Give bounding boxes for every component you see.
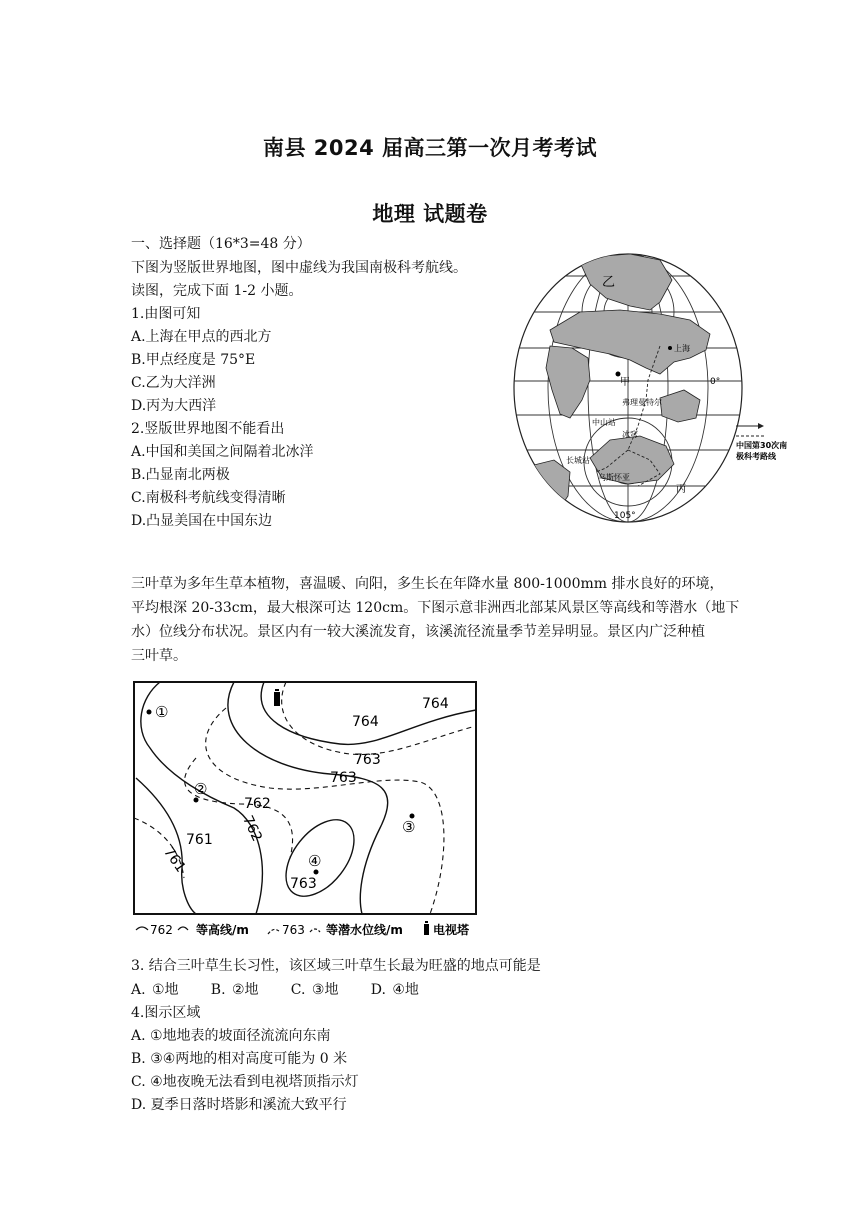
legend-contour-sample-right	[178, 927, 188, 930]
point-1-dot	[147, 710, 152, 715]
q1-option-a: A.上海在甲点的西北方	[131, 329, 272, 345]
q4-option-b: B. ③④两地的相对高度可能为 0 米	[131, 1051, 348, 1067]
label-bing: 丙	[676, 484, 686, 495]
q4-stem: 4.图示区域	[131, 1005, 201, 1021]
contour-label-761-b: 761	[160, 844, 189, 876]
exam-subtitle: 地理 试题卷	[372, 202, 488, 226]
point-2-dot	[194, 798, 199, 803]
legend-water-text: 等潜水位线/m	[326, 923, 403, 937]
q3-stem: 3. 结合三叶草生长习性，该区域三叶草生长最为旺盛的地点可能是	[131, 958, 541, 974]
contour-label-763-a: 763	[354, 752, 381, 768]
point-4-dot	[314, 870, 319, 875]
intro-line-2: 读图，完成下面 1-2 小题。	[131, 283, 303, 299]
jia-point	[616, 372, 621, 377]
q2-option-d: D.凸显美国在中国东边	[131, 513, 273, 529]
contour-label-763-b: 763	[330, 770, 357, 786]
legend-tower-text: 电视塔	[433, 923, 470, 937]
legend-arrowhead	[758, 423, 764, 429]
label-zero-deg: 0°	[710, 377, 721, 387]
legend-line-1: 中国第30次南	[736, 441, 788, 450]
point-1-label: ①	[155, 703, 169, 721]
contour-label-762-b: 762	[239, 813, 265, 845]
point-2-label: ②	[194, 780, 208, 798]
legend-water-value: 763	[282, 923, 305, 937]
q2-option-c: C.南极科考航线变得清晰	[131, 490, 286, 506]
q4-option-a: A. ①地地表的坡面径流流向东南	[131, 1028, 331, 1044]
label-changcheng: 长城站	[566, 456, 590, 465]
contour-label-761-a: 761	[186, 832, 213, 848]
legend-line-2: 极科考路线	[736, 452, 776, 461]
label-lon105: 105°	[614, 511, 636, 521]
q1-option-b: B.甲点经度是 75°E	[131, 352, 256, 368]
q2-option-b: B.凸显南北两极	[131, 467, 230, 483]
q1-stem: 1.由图可知	[131, 306, 201, 322]
legend-contour-value: 762	[150, 923, 173, 937]
passage-line-2: 平均根深 20-33cm，最大根深可达 120cm。下图示意非洲西北部某风景区等高线和等潜水（地下	[131, 600, 740, 616]
q2-stem: 2.竖版世界地图不能看出	[131, 421, 285, 437]
legend-contour-text: 等高线/m	[196, 923, 249, 937]
q1-option-c: C.乙为大洋洲	[131, 375, 216, 391]
south-america-shape	[530, 460, 570, 516]
label-shanghai: 上海	[674, 344, 690, 353]
contour-legend	[136, 921, 470, 937]
q4-option-d: D. 夏季日落时塔影和溪流大致平行	[131, 1097, 347, 1113]
label-fremantle: 弗理曼特尔	[622, 398, 662, 407]
label-yi: 乙	[602, 275, 616, 290]
intro-line-1: 下图为竖版世界地图，图中虚线为我国南极科考航线。	[131, 260, 467, 276]
label-ushuaia: 乌斯怀亚	[598, 473, 630, 482]
world-map-figure	[510, 250, 800, 530]
section-heading: 一、选择题（16*3=48 分）	[131, 236, 311, 252]
label-jia: 甲	[620, 377, 630, 388]
passage-line-4: 三叶草。	[131, 648, 187, 664]
legend-water-sample-left	[268, 929, 280, 934]
label-zhongshan: 中山站	[592, 418, 616, 427]
contour-label-762-a: 762	[244, 796, 271, 812]
contour-map-figure	[130, 678, 480, 940]
q3-options: A. ①地 B. ②地 C. ③地 D. ④地	[131, 982, 419, 998]
q1-option-d: D.丙为大西洋	[131, 398, 217, 414]
legend-tower-icon	[424, 921, 429, 935]
point-4-label: ④	[308, 852, 322, 870]
passage-line-3: 水）位线分布状况。景区内有一较大溪流发育，该溪流径流量季节差异明显。景区内广泛种植	[131, 624, 705, 640]
label-bingqiong: 冰穹	[622, 430, 638, 439]
passage	[131, 572, 740, 668]
contour-label-763-c: 763	[290, 876, 317, 892]
q4-option-c: C. ④地夜晚无法看到电视塔顶指示灯	[131, 1074, 359, 1090]
shanghai-point	[668, 346, 672, 350]
point-3-label: ③	[402, 818, 416, 836]
legend-water-sample-right	[310, 929, 320, 932]
passage-line-1: 三叶草为多年生草本植物，喜温暖、向阳，多生长在年降水量 800-1000mm 排水良好的环境，	[131, 576, 724, 592]
q2-option-a: A.中国和美国之间隔着北冰洋	[131, 444, 314, 460]
legend-contour-sample-left	[136, 927, 148, 930]
exam-title: 南县 2024 届高三第一次月考考试	[262, 136, 598, 160]
contour-label-764-a: 764	[422, 696, 449, 712]
contour-label-764-b: 764	[352, 714, 379, 730]
